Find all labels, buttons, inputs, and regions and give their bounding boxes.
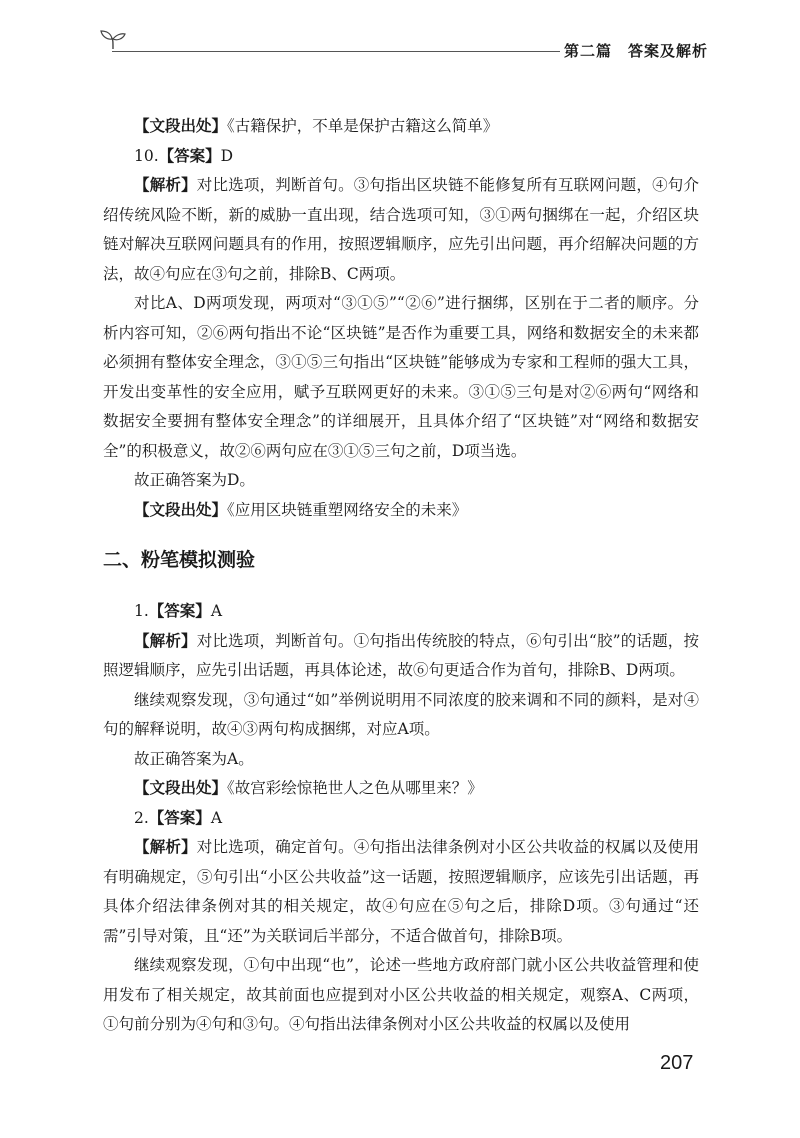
page-number: 207: [660, 1052, 694, 1074]
source-line: [103, 496, 699, 526]
question-number: 1.: [134, 602, 149, 620]
question-number: 2.: [134, 808, 149, 827]
question-number: 10.: [134, 146, 159, 165]
answer-value: A: [210, 602, 223, 620]
answer-label: 【答案】: [148, 602, 211, 620]
source-text: 《故宫彩绘惊艳世人之色从哪里来？》: [227, 779, 483, 797]
analysis-label: 【解析】: [134, 176, 197, 194]
sprout-icon: [100, 30, 126, 50]
body-paragraph: 继续观察发现，③句通过“如”举例说明用不同浓度的胶来调和不同的颜料，是对④句的解释说明，故④③两句构成捆绑，对应A项。: [103, 690, 699, 738]
source-line: [103, 112, 699, 142]
source-line: [103, 774, 699, 804]
analysis-text: 对比选项，判断首句。③句指出区块链不能修复所有互联网问题，④句介绍传统风险不断，新的威胁一直出现，结合选项可知，③①两句捆绑在一起，介绍区块链对解决互联网问题具有的作用，按照逻辑顺序，应先引出问题，再介绍解决问题的方法，故④句应在③句之前，排除B、C两项。: [103, 176, 699, 283]
conclusion-line: 故正确答案为D。: [134, 471, 255, 489]
header-title: 第二篇 答案及解析: [564, 42, 709, 60]
source-text: 《应用区块链重塑网络安全的未来》: [227, 500, 468, 519]
section-heading: 二、粉笔模拟测验: [103, 549, 256, 571]
analysis-paragraph: [103, 833, 699, 951]
source-label: 【文段出处】: [134, 500, 228, 519]
answer-label: 【答案】: [158, 146, 221, 165]
page-content: [103, 112, 699, 1040]
analysis-text: 对比选项，判断首句。①句指出传统胶的特点，⑥句引出“胶”的话题，按照逻辑顺序，应先引出话题，再具体论述，故⑥句更适合作为首句，排除B、D两项。: [103, 631, 699, 679]
source-label: 【文段出处】: [134, 117, 228, 135]
answer-line-q2: [103, 804, 699, 834]
source-text: 《古籍保护，不单是保护古籍这么简单》: [227, 117, 499, 135]
answer-line-q1: [103, 597, 699, 627]
body-paragraph: 继续观察发现，①句中出现“也”，论述一些地方政府部门就小区公共收益管理和使用发布了相关规定，故其前面也应提到对小区公共收益的相关规定，观察A、C两项，①句前分别为④句和③句。④句指出法律条例对小区公共收益的权属以及使用: [103, 956, 699, 1033]
answer-label: 【答案】: [148, 808, 211, 827]
body-paragraph: 对比A、D两项发现，两项对“③①⑤”“②⑥”进行捆绑，区别在于二者的顺序。分析内容可知，②⑥两句指出不论“区块链”是否作为重要工具，网络和数据安全的未来都必须拥有整体安全理念，③①⑤三句指出“区块链”能够成为专家和工程师的强大工具，开发出变革性的安全应用，赋予互联网更好的未来。③①⑤三句是对②⑥两句“网络和数据安全要拥有整体安全理念”的详细展开，且具体介绍了“区块链”对“网络和数据安全”的积极意义，故②⑥两句应在③①⑤三句之前，D项当选。: [103, 294, 699, 460]
header-rule: [112, 51, 560, 52]
analysis-text: 对比选项，确定首句。④句指出法律条例对小区公共收益的权属以及使用有明确规定，⑤句引出“小区公共收益”这一话题，按照逻辑顺序，应该先引出话题，再具体介绍法律条例对其的相关规定，故④句应在⑤句之后，排除D项。③句通过“还需”引导对策，且“还”为关联词后半部分，不适合做首句，排除B项。: [103, 838, 699, 945]
answer-line-q10: [103, 142, 699, 172]
source-label: 【文段出处】: [134, 779, 228, 797]
answer-value: A: [210, 808, 223, 827]
analysis-paragraph: [103, 171, 699, 289]
conclusion-line: 故正确答案为A。: [134, 749, 254, 768]
analysis-paragraph: [103, 627, 699, 686]
analysis-label: 【解析】: [134, 838, 197, 856]
answer-value: D: [220, 146, 234, 165]
analysis-label: 【解析】: [134, 631, 197, 650]
